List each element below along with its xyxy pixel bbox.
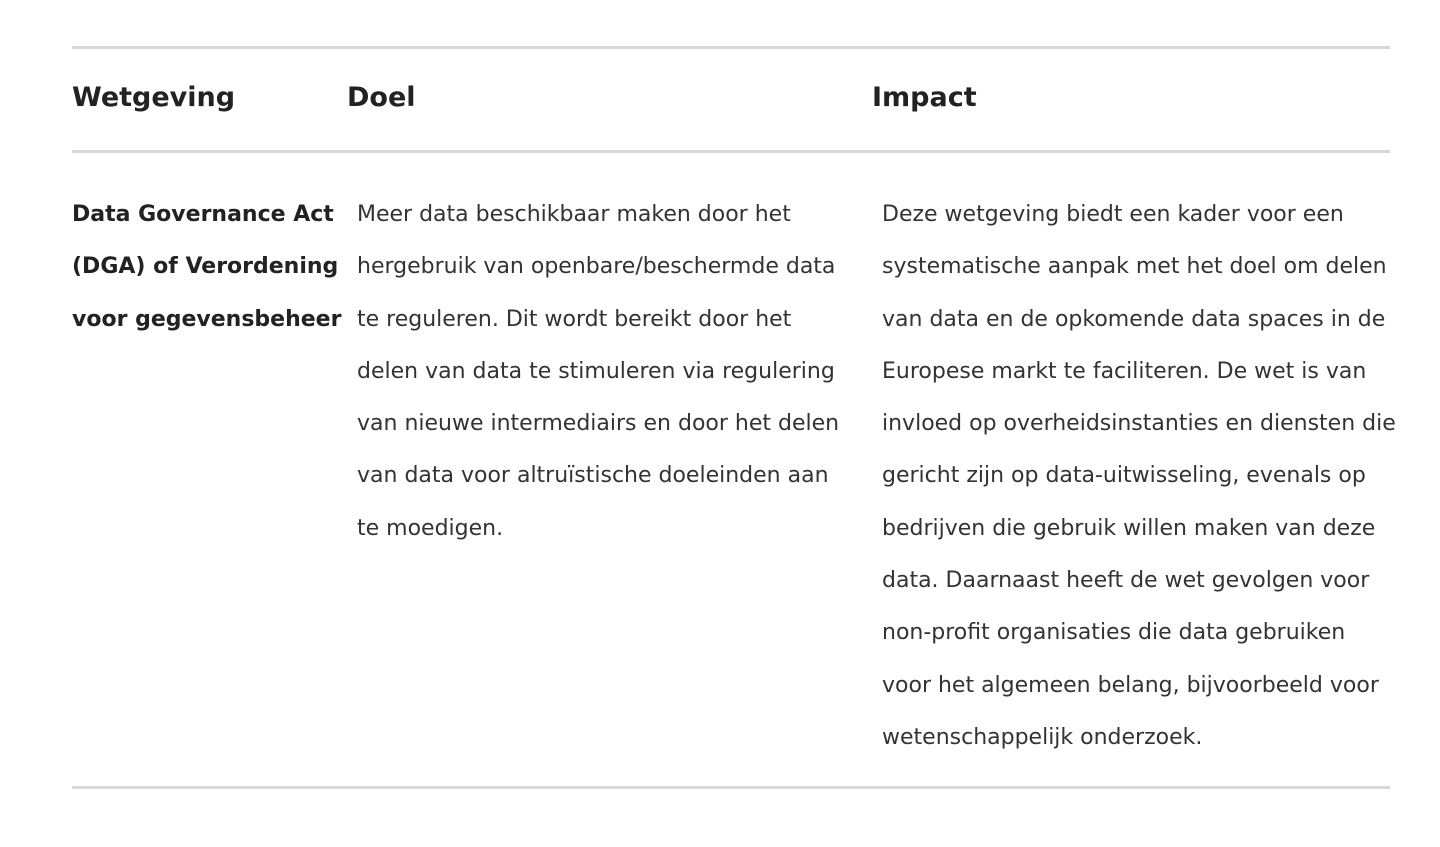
goal-cell: Meer data beschikbaar maken door het hergebruik van openbare/beschermde data te reguleren. Dit wordt bereikt door het delen van data te stimuleren via regulering van nieuwe intermediairs en door het delen van data voor altruïstische doeleinden aan te moedigen. [357,202,840,541]
column-header-goal: Doel [347,82,416,113]
impact-cell: Deze wetgeving biedt een kader voor een systematische aanpak met het doel om delen van data en de opkomende data spaces in de Europese markt te faciliteren. De wet is van invloed op overheidsinstanties en diensten die gericht zijn op data-uitwisseling, evenals op bedrijven die gebruik willen maken van deze data. Daarnaast heeft de wet gevolgen voor non-profit organisaties die data gebruiken voor het algemeen belang, bijvoorbeeld voor wetenschappelijk onderzoek. [882,202,1396,750]
table-row [72,153,1396,786]
legislation-cell: Data Governance Act (DGA) of Verordening voor gegevensbeheer [72,202,342,332]
column-header-legislation: Wetgeving [72,82,236,113]
table-bottom-divider [72,786,1390,789]
column-header-impact: Impact [872,82,977,113]
table-header-row [72,49,1390,150]
legislation-table [72,46,1396,789]
